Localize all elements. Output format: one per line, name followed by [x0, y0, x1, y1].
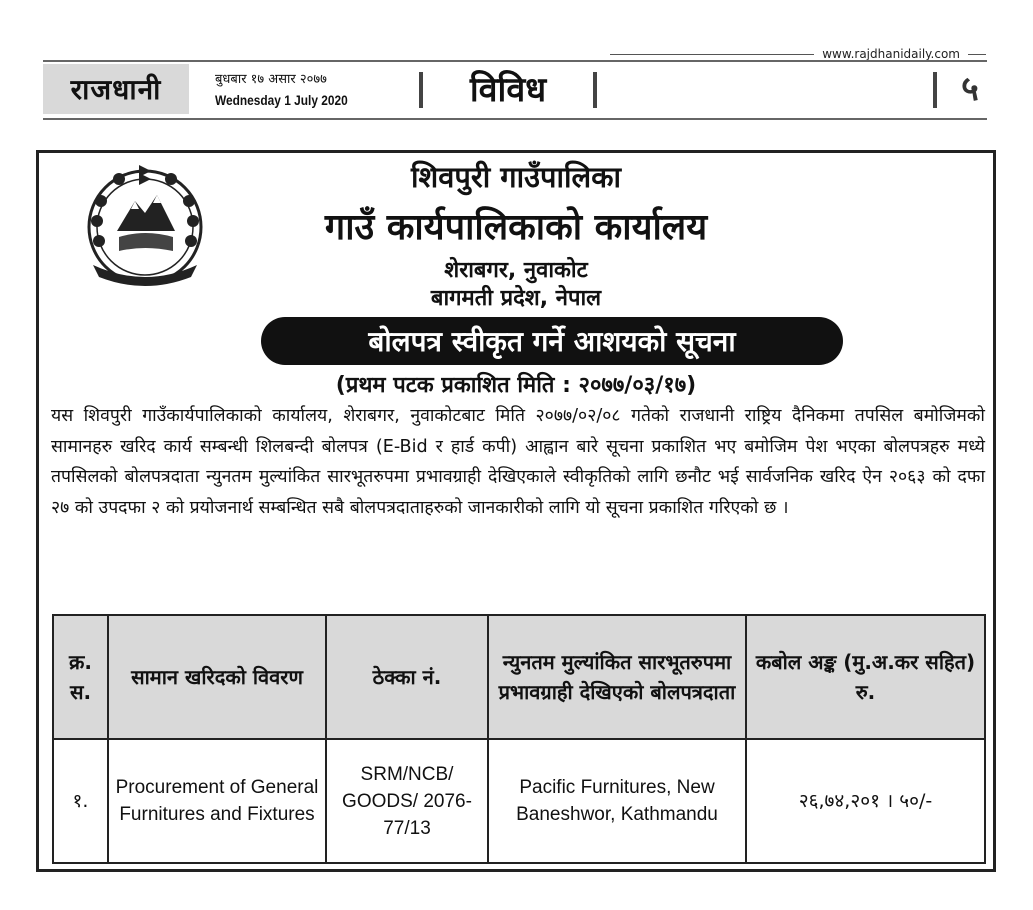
table-header-row — [53, 615, 985, 739]
date-nepali: बुधबार १७ असार २०७७ — [215, 72, 327, 87]
publication-date: (प्रथम पटक प्रकाशित मिति : २०७७/०३/१७) — [335, 373, 697, 398]
divider-bar — [593, 72, 597, 108]
office-address: शेराबगर, नुवाकोट — [444, 258, 588, 283]
page-number: ५ — [961, 69, 979, 109]
header-serial: क्र. स. — [53, 615, 108, 739]
divider-bar — [933, 72, 937, 108]
section-name: विविध — [469, 70, 547, 110]
table-row — [53, 739, 985, 863]
cell-bidder: Pacific Furnitures, New Baneshwor, Kathmandu — [488, 739, 746, 863]
cell-amount: २६,७४,२०१ । ५०/- — [746, 739, 985, 863]
header-bidder: न्युनतम मुल्यांकित सारभूतरुपमा प्रभावग्राही देखिएको बोलपत्रदाता — [488, 615, 746, 739]
bid-table — [52, 614, 986, 864]
date-english: Wednesday 1 July 2020 — [215, 92, 348, 108]
header-amount: कबोल अङ्क (मु.अ.कर सहित) रु. — [746, 615, 985, 739]
paper-name: राजधानी — [43, 64, 189, 114]
cell-contract-no: SRM/NCB/ GOODS/ 2076-77/13 — [326, 739, 488, 863]
office-province: बागमती प्रदेश, नेपाल — [430, 286, 602, 311]
office-title: गाउँ कार्यपालिकाको कार्यालय — [324, 207, 708, 248]
masthead — [43, 60, 987, 120]
rule-right — [968, 54, 986, 55]
rule-left — [610, 54, 814, 55]
website-url[interactable]: www.rajdhanidaily.com — [822, 47, 960, 61]
header-description: सामान खरिदको विवरण — [108, 615, 326, 739]
notice-box — [36, 150, 996, 872]
header-contract-no: ठेक्का नं. — [326, 615, 488, 739]
office-name: शिवपुरी गाउँपालिका — [411, 160, 621, 194]
notice-title: बोलपत्र स्वीकृत गर्ने आशयको सूचना — [261, 317, 843, 365]
issue-date — [215, 70, 371, 110]
cell-serial: १. — [53, 739, 108, 863]
divider-bar — [419, 72, 423, 108]
cell-description: Procurement of General Furnitures and Fixtures — [108, 739, 326, 863]
notice-body: यस शिवपुरी गाउँकार्यपालिकाको कार्यालय, शेराबगर, नुवाकोटबाट मिति २०७७/०२/०८ गतेको राजधानी राष्ट्रिय दैनिकमा तपसिल बमोजिमको सामानहरु खरिद कार्य सम्बन्धी शिलबन्दी बोलपत्र (E-Bid र हार्ड कपी) आह्वान बारे सूचना प्रकाशित भए बमोजिम पेश भएका बोलपत्रहरु मध्ये तपसिलको बोलपत्रदाता न्युनतम मुल्यांकित सारभूतरुपमा प्रभावग्राही देखिएकाले स्वीकृतिको लागि छनौट भई सार्वजनिक खरिद ऐन २०६३ को दफा २७ को उपदफा २ को प्रयोजनार्थ सम्बन्धित सबै बोलपत्रदाताहरुको जानकारीको लागि यो सूचना प्रकाशित गरिएको छ । — [51, 406, 985, 518]
